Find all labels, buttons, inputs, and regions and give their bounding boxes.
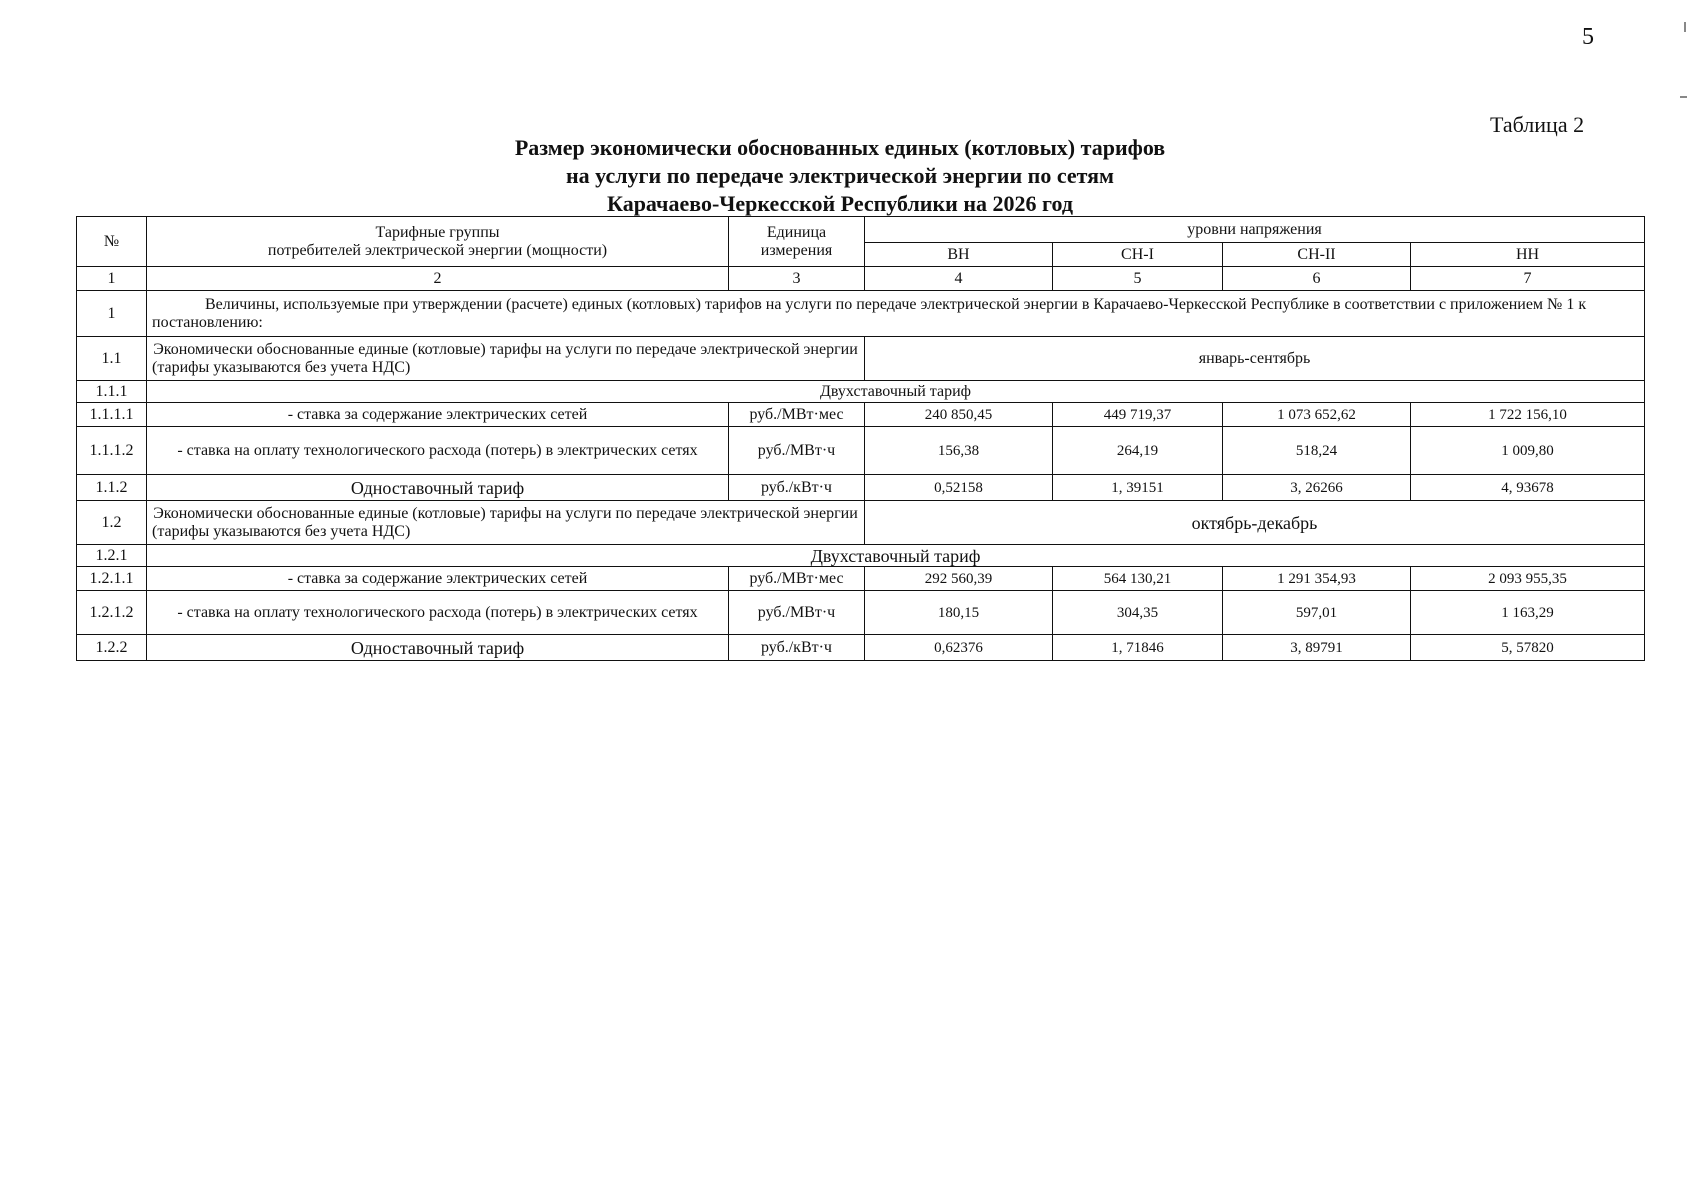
header-unit-line2: измерения: [760, 241, 833, 259]
table-row: [77, 567, 1645, 591]
value-sn1: 564 130,21: [1053, 567, 1223, 591]
row-number: 1.2.1.1: [77, 567, 147, 591]
title-line-1: Размер экономически обоснованных единых (котловых) тарифов: [514, 135, 1166, 160]
row-number: 1.2: [77, 501, 147, 545]
row-number: 1.1: [77, 337, 147, 381]
value-nn: 2 093 955,35: [1411, 567, 1645, 591]
table-row: [77, 427, 1645, 475]
table-row: [77, 337, 1645, 381]
row-unit: руб./МВт·мес: [729, 403, 865, 427]
table-row: [77, 545, 1645, 567]
col-number: 2: [147, 267, 729, 291]
value-nn: 5, 57820: [1411, 635, 1645, 661]
header-level-nn: НН: [1411, 243, 1645, 267]
title-line-3: Карачаево-Черкесской Республики на 2026 год: [607, 191, 1073, 216]
row-description: Одноставочный тариф: [147, 475, 729, 501]
value-sn2: 3, 26266: [1223, 475, 1411, 501]
table-row: [77, 635, 1645, 661]
header-num: №: [77, 217, 147, 267]
header-level-sn1: СН-I: [1053, 243, 1223, 267]
value-nn: 1 009,80: [1411, 427, 1645, 475]
value-sn1: 1, 39151: [1053, 475, 1223, 501]
table-row: [77, 475, 1645, 501]
value-vn: 156,38: [865, 427, 1053, 475]
value-nn: 1 722 156,10: [1411, 403, 1645, 427]
value-sn2: 3, 89791: [1223, 635, 1411, 661]
header-groups-line2: потребителей электрической энергии (мощности): [267, 241, 608, 259]
page-number: 5: [1582, 24, 1594, 50]
value-sn1: 449 719,37: [1053, 403, 1223, 427]
header-unit: [729, 217, 865, 267]
table-row: [77, 501, 1645, 545]
value-vn: 240 850,45: [865, 403, 1053, 427]
subsection-label: Двухставочный тариф: [147, 381, 1645, 403]
column-numbers-row: [77, 267, 1645, 291]
value-nn: 1 163,29: [1411, 591, 1645, 635]
row-unit: руб./кВт·ч: [729, 475, 865, 501]
header-row: [77, 217, 1645, 243]
table-label: Таблица 2: [1490, 112, 1585, 137]
row-unit: руб./МВт·ч: [729, 427, 865, 475]
value-sn2: 1 291 354,93: [1223, 567, 1411, 591]
row-number: 1.1.1.2: [77, 427, 147, 475]
value-sn1: 264,19: [1053, 427, 1223, 475]
period-label: октябрь-декабрь: [865, 501, 1645, 545]
value-sn1: 1, 71846: [1053, 635, 1223, 661]
value-nn: 4, 93678: [1411, 475, 1645, 501]
row-number: 1.2.1.2: [77, 591, 147, 635]
title-line-2: на услуги по передаче электрической энергии по сетям: [565, 163, 1115, 188]
value-sn1: 304,35: [1053, 591, 1223, 635]
row-description: Экономически обоснованные единые (котловые) тарифы на услуги по передаче электрической энергии (тарифы указываются без учета НДС): [147, 337, 865, 381]
row-number: 1.1.1.1: [77, 403, 147, 427]
table-row: [77, 291, 1645, 337]
scan-mark: [1680, 96, 1687, 98]
value-sn2: 597,01: [1223, 591, 1411, 635]
row-number: 1.1.2: [77, 475, 147, 501]
row-number: 1.1.1: [77, 381, 147, 403]
row-description: - ставка за содержание электрических сетей: [147, 567, 729, 591]
value-vn: 292 560,39: [865, 567, 1053, 591]
col-number: 1: [77, 267, 147, 291]
header-unit-line1: Единица: [766, 223, 827, 241]
header-level-vn: ВН: [865, 243, 1053, 267]
scan-mark: [1684, 22, 1686, 32]
row-unit: руб./МВт·мес: [729, 567, 865, 591]
tariff-table: [76, 216, 1645, 661]
col-number: 6: [1223, 267, 1411, 291]
period-label: январь-сентябрь: [865, 337, 1645, 381]
row-number: 1: [77, 291, 147, 337]
header-groups: [147, 217, 729, 267]
value-sn2: 1 073 652,62: [1223, 403, 1411, 427]
header-groups-line1: Тарифные группы: [375, 223, 500, 241]
row-description: Экономически обоснованные единые (котловые) тарифы на услуги по передаче электрической энергии (тарифы указываются без учета НДС): [147, 501, 865, 545]
header-level-sn2: СН-II: [1223, 243, 1411, 267]
section-text: Величины, используемые при утверждении (расчете) единых (котловых) тарифов на услуги по передаче электрической энергии в Карачаево-Черкесской Республике в соответствии с приложением № 1 к постановлению:: [147, 291, 1645, 337]
col-number: 4: [865, 267, 1053, 291]
row-description: - ставка на оплату технологического расхода (потерь) в электрических сетях: [147, 427, 729, 475]
row-unit: руб./кВт·ч: [729, 635, 865, 661]
col-number: 5: [1053, 267, 1223, 291]
row-unit: руб./МВт·ч: [729, 591, 865, 635]
table-row: [77, 381, 1645, 403]
row-description: Одноставочный тариф: [147, 635, 729, 661]
row-number: 1.2.1: [77, 545, 147, 567]
value-vn: 0,52158: [865, 475, 1053, 501]
col-number: 3: [729, 267, 865, 291]
table-row: [77, 591, 1645, 635]
value-sn2: 518,24: [1223, 427, 1411, 475]
header-levels: уровни напряжения: [865, 217, 1645, 243]
document-title: [330, 134, 1350, 218]
value-vn: 0,62376: [865, 635, 1053, 661]
table-row: [77, 403, 1645, 427]
row-number: 1.2.2: [77, 635, 147, 661]
col-number: 7: [1411, 267, 1645, 291]
row-description: - ставка на оплату технологического расхода (потерь) в электрических сетях: [147, 591, 729, 635]
row-description: - ставка за содержание электрических сетей: [147, 403, 729, 427]
subsection-label: Двухставочный тариф: [147, 545, 1645, 567]
value-vn: 180,15: [865, 591, 1053, 635]
